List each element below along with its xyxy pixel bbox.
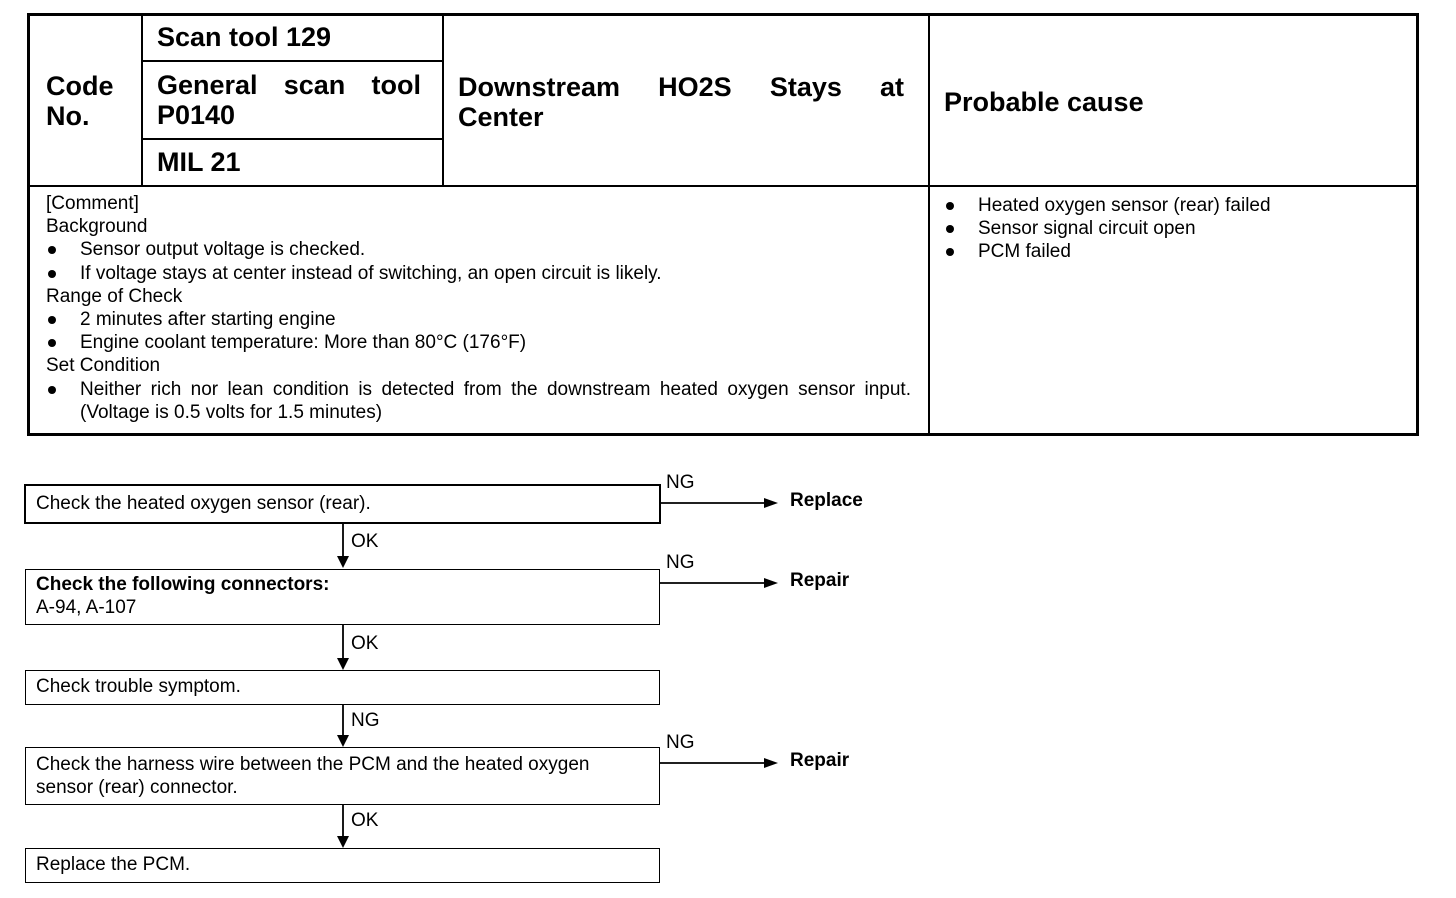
probable-cause-heading: Probable cause <box>944 87 1144 117</box>
scan-tool-code: Scan tool 129 <box>157 22 332 52</box>
ok-label: OK <box>351 531 379 552</box>
mil-code: MIL 21 <box>157 147 241 177</box>
list-item: Engine coolant temperature: More than 80°C (176°F) <box>46 331 911 354</box>
result-repair: Repair <box>790 750 850 771</box>
general-scan-tool-code: General scan tool P0140 <box>157 70 421 130</box>
section-title-background: Background <box>46 216 148 238</box>
diagnostic-title: Downstream HO2S Stays at Center <box>458 72 904 132</box>
result-replace: Replace <box>790 490 863 511</box>
ok-label: OK <box>351 810 379 831</box>
ok-label: OK <box>351 633 379 654</box>
list-item: Sensor output voltage is checked. <box>46 238 911 261</box>
ng-label: NG <box>666 732 695 753</box>
list-item: Neither rich nor lean condition is detected from the downstream heated oxygen sensor input. (Voltage is 0.5 volts for 1.5 minutes) <box>46 378 911 424</box>
result-repair: Repair <box>790 570 850 591</box>
ng-label: NG <box>666 552 695 573</box>
step-check-trouble-symptom: Check trouble symptom. <box>25 670 660 705</box>
step-check-heated-oxygen-sensor: Check the heated oxygen sensor (rear). <box>24 484 661 524</box>
ng-label: NG <box>351 710 380 731</box>
section-title-set-condition: Set Condition <box>46 355 161 377</box>
section-title-range-of-check: Range of Check <box>46 285 183 307</box>
step-check-connectors: Check the following connectors: A-94, A-107 <box>25 569 660 625</box>
code-number-label: Code No. <box>46 71 114 131</box>
comment-heading: [Comment] <box>46 193 139 214</box>
step-replace-pcm: Replace the PCM. <box>25 848 660 883</box>
ng-label: NG <box>666 472 695 493</box>
list-item: 2 minutes after starting engine <box>46 308 911 331</box>
list-item: PCM failed <box>944 240 1404 263</box>
list-item: Heated oxygen sensor (rear) failed <box>944 194 1404 217</box>
list-item: If voltage stays at center instead of switching, an open circuit is likely. <box>46 262 911 285</box>
step-check-harness-wire: Check the harness wire between the PCM and the heated oxygen sensor (rear) connector. <box>25 747 660 805</box>
list-item: Sensor signal circuit open <box>944 217 1404 240</box>
